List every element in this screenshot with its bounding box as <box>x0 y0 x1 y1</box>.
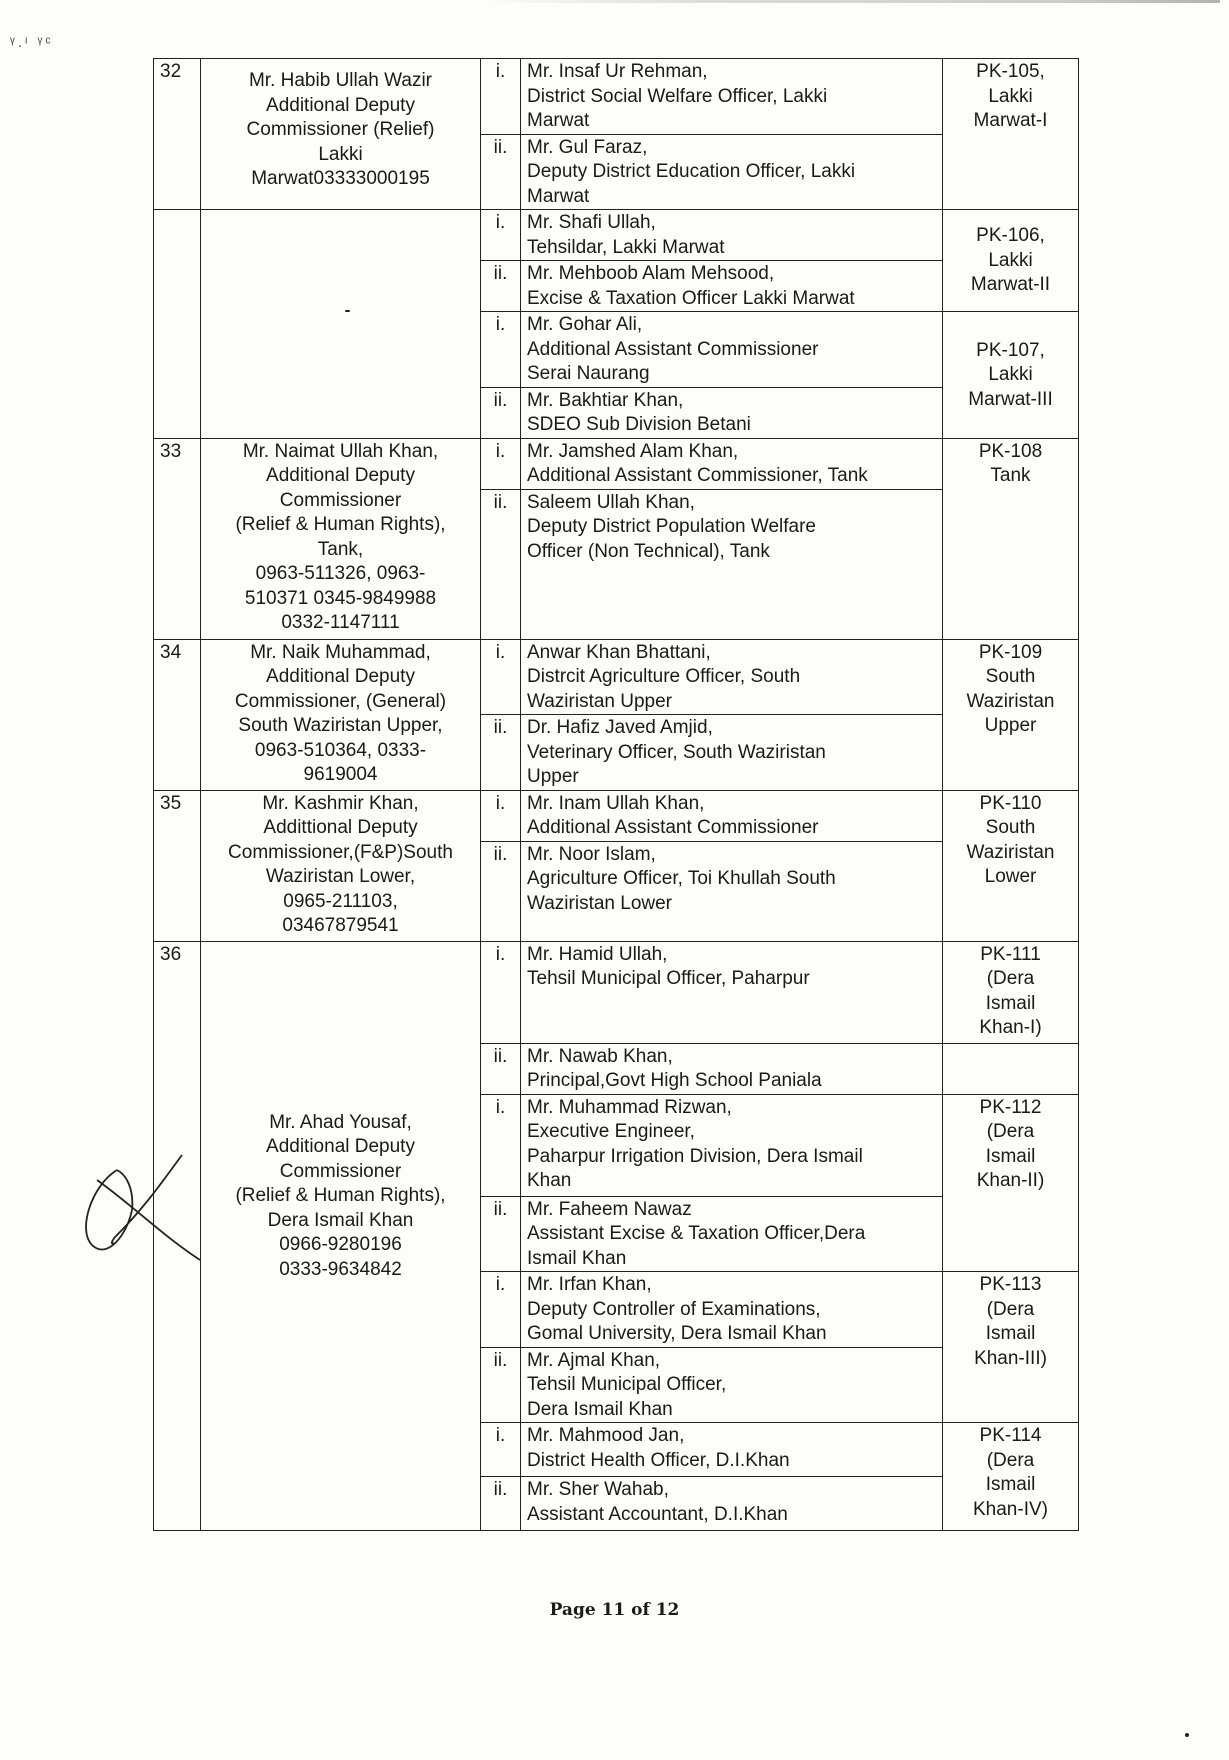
nominee-cell: Mr. Noor Islam, Agriculture Officer, Toi Khullah South Waziristan Lower <box>521 841 943 941</box>
nominee-cell: Mr. Nawab Khan, Principal,Govt High School Paniala <box>521 1043 943 1094</box>
duty-roster-table <box>153 58 1079 1531</box>
table-row <box>154 941 1079 1043</box>
item-numeral: i. <box>481 210 521 261</box>
item-numeral: ii. <box>481 841 521 941</box>
table-row <box>154 639 1079 715</box>
serial-number: 36 <box>154 941 201 1531</box>
nominee-cell: Anwar Khan Bhattani, Distrcit Agriculture Officer, South Waziristan Upper <box>521 639 943 715</box>
nominee-cell: Mr. Shafi Ullah, Tehsildar, Lakki Marwat <box>521 210 943 261</box>
nominee-cell: Mr. Mahmood Jan, District Health Officer, D.I.Khan <box>521 1423 943 1477</box>
constituency-cell: PK-113 (Dera Ismail Khan-III) <box>943 1272 1079 1423</box>
item-numeral: ii. <box>481 715 521 791</box>
serial-number: 34 <box>154 639 201 790</box>
constituency-cell: PK-110 South Waziristan Lower <box>943 790 1079 941</box>
nominee-cell: Dr. Hafiz Javed Amjid, Veterinary Officer, South Waziristan Upper <box>521 715 943 791</box>
table-row <box>154 438 1079 489</box>
item-numeral: ii. <box>481 387 521 438</box>
item-numeral: i. <box>481 438 521 489</box>
nominee-cell: Mr. Gohar Ali, Additional Assistant Commissioner Serai Naurang <box>521 312 943 388</box>
item-numeral: i. <box>481 1423 521 1477</box>
item-numeral: i. <box>481 941 521 1043</box>
table-row <box>154 59 1079 135</box>
scan-edge-artifact <box>480 0 1220 3</box>
handwritten-signature <box>72 1150 202 1270</box>
item-numeral: i. <box>481 312 521 388</box>
nominee-cell: Mr. Hamid Ullah, Tehsil Municipal Officer, Paharpur <box>521 941 943 1043</box>
serial-number <box>154 210 201 439</box>
constituency-cell: PK-108 Tank <box>943 438 1079 639</box>
nominee-cell: Mr. Muhammad Rizwan, Executive Engineer, Paharpur Irrigation Division, Dera Ismail Khan <box>521 1094 943 1196</box>
scan-speck <box>1185 1733 1189 1737</box>
nominee-cell: Mr. Jamshed Alam Khan, Additional Assistant Commissioner, Tank <box>521 438 943 489</box>
page-number: Page 11 of 12 <box>549 1600 680 1620</box>
nominee-cell: Saleem Ullah Khan, Deputy District Population Welfare Officer (Non Technical), Tank <box>521 489 943 639</box>
nominee-cell: Mr. Ajmal Khan, Tehsil Municipal Officer, Dera Ismail Khan <box>521 1347 943 1423</box>
serial-number: 35 <box>154 790 201 941</box>
nominee-cell: Mr. Bakhtiar Khan, SDEO Sub Division Betani <box>521 387 943 438</box>
nominee-cell: Mr. Inam Ullah Khan, Additional Assistant Commissioner <box>521 790 943 841</box>
constituency-cell-empty <box>943 1043 1079 1094</box>
nominee-cell: Mr. Mehboob Alam Mehsood, Excise & Taxation Officer Lakki Marwat <box>521 261 943 312</box>
table-row <box>154 210 1079 261</box>
officer-cell: Mr. Naik Muhammad, Additional Deputy Commissioner, (General) South Waziristan Upper, 0963-510364, 0333- 9619004 <box>201 639 481 790</box>
item-numeral: i. <box>481 790 521 841</box>
item-numeral: ii. <box>481 261 521 312</box>
constituency-cell: PK-111 (Dera Ismail Khan-I) <box>943 941 1079 1043</box>
scan-speck <box>345 310 350 312</box>
constituency-cell: PK-109 South Waziristan Upper <box>943 639 1079 790</box>
item-numeral: ii. <box>481 489 521 639</box>
constituency-cell: PK-106, Lakki Marwat-II <box>943 210 1079 312</box>
item-numeral: ii. <box>481 1347 521 1423</box>
nominee-cell: Mr. Insaf Ur Rehman, District Social Welfare Officer, Lakki Marwat <box>521 59 943 135</box>
nominee-cell: Mr. Sher Wahab, Assistant Accountant, D.I.Khan <box>521 1477 943 1531</box>
item-numeral: ii. <box>481 1043 521 1094</box>
item-numeral: i. <box>481 639 521 715</box>
constituency-cell: PK-107, Lakki Marwat-III <box>943 312 1079 439</box>
item-numeral: ii. <box>481 1196 521 1272</box>
officer-cell: Mr. Kashmir Khan, Addittional Deputy Commissioner,(F&P)South Waziristan Lower, 0965-211103, 03467879541 <box>201 790 481 941</box>
serial-number: 33 <box>154 438 201 639</box>
officer-cell: Mr. Naimat Ullah Khan, Additional Deputy Commissioner (Relief & Human Rights), Tank, 0963-511326, 0963- 510371 0345-9849988 0332-1147111 <box>201 438 481 639</box>
officer-cell: Mr. Habib Ullah Wazir Additional Deputy Commissioner (Relief) Lakki Marwat03333000195 <box>201 59 481 210</box>
constituency-cell: PK-105, Lakki Marwat-I <box>943 59 1079 210</box>
nominee-cell: Mr. Irfan Khan, Deputy Controller of Examinations, Gomal University, Dera Ismail Khan <box>521 1272 943 1348</box>
constituency-cell: PK-112 (Dera Ismail Khan-II) <box>943 1094 1079 1272</box>
table-row <box>154 790 1079 841</box>
constituency-cell: PK-114 (Dera Ismail Khan-IV) <box>943 1423 1079 1531</box>
officer-cell: Mr. Ahad Yousaf, Additional Deputy Commissioner (Relief & Human Rights), Dera Ismail Khan 0966-9280196 0333-9634842 <box>201 941 481 1531</box>
officer-cell <box>201 210 481 439</box>
nominee-cell: Mr. Faheem Nawaz Assistant Excise & Taxation Officer,Dera Ismail Khan <box>521 1196 943 1272</box>
item-numeral: i. <box>481 59 521 135</box>
page-margin-marks: ᵞ.ᶦ ᵞᶜ <box>10 34 54 51</box>
serial-number: 32 <box>154 59 201 210</box>
item-numeral: i. <box>481 1094 521 1196</box>
item-numeral: ii. <box>481 1477 521 1531</box>
nominee-cell: Mr. Gul Faraz, Deputy District Education Officer, Lakki Marwat <box>521 134 943 210</box>
item-numeral: ii. <box>481 134 521 210</box>
item-numeral: i. <box>481 1272 521 1348</box>
